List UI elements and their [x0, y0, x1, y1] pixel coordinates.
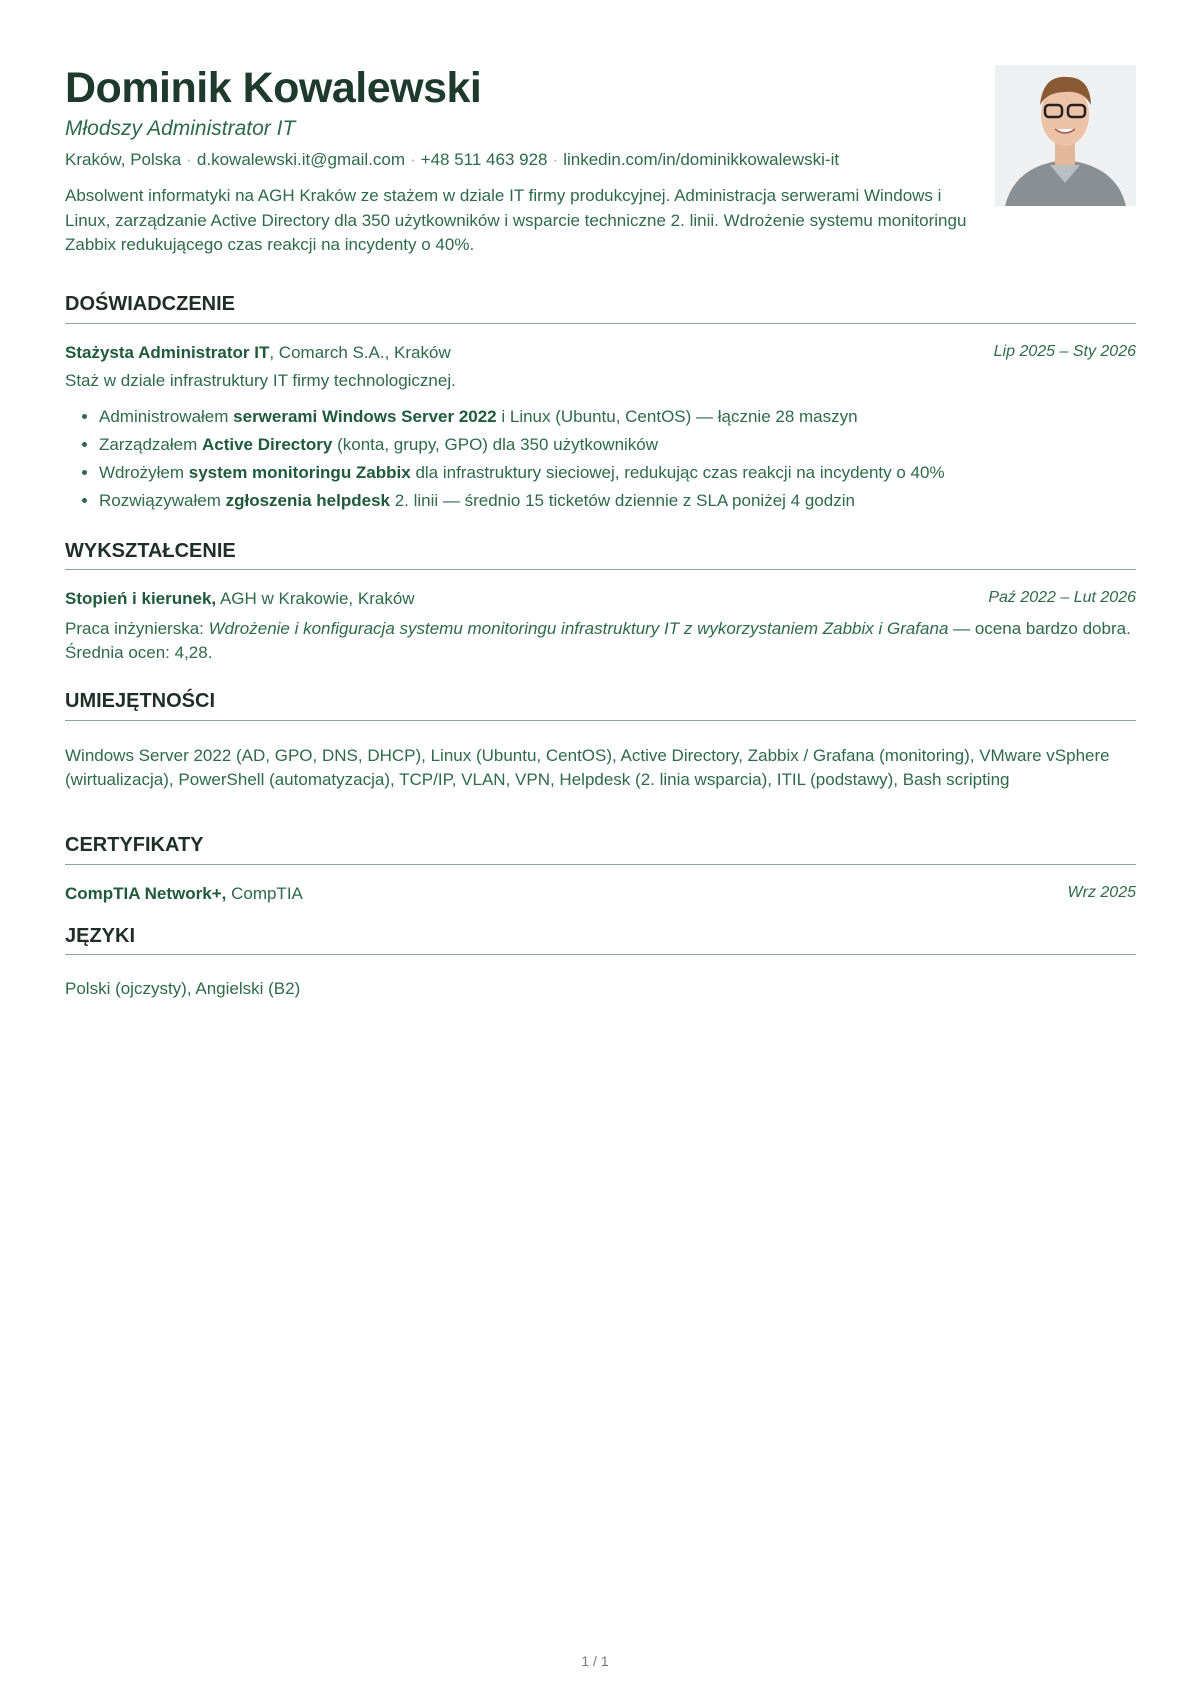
experience-description: Staż w dziale infrastruktury IT firmy technologicznej.	[65, 371, 456, 390]
separator: ·	[552, 150, 559, 169]
divider	[65, 323, 1136, 324]
school: AGH w Krakowie, Kraków	[216, 589, 415, 608]
contact-line	[65, 150, 1136, 170]
section-heading-education: WYKSZTAŁCENIE	[65, 540, 236, 562]
bullet-item: • Wdrożyłem system monitoringu Zabbix dla infrastruktury sieciowej, redukując czas reakcji na incydenty o 40%	[99, 459, 1136, 487]
bullet-item: • Zarządzałem Active Directory (konta, grupy, GPO) dla 350 użytkowników	[99, 431, 1136, 459]
separator: ·	[410, 150, 416, 169]
linkedin-link[interactable]: linkedin.com/in/dominikkowalewski-it	[563, 150, 840, 169]
certificate-issuer: CompTIA	[226, 884, 303, 903]
degree: Stopień i kierunek,	[65, 589, 217, 608]
summary: Absolwent informatyki na AGH Kraków ze stażem w dziale IT firmy produkcyjnej. Administracja serwerami Windows i Linux, zarządzanie Active Directory dla 350 użytkowników i wsparcie techniczne 2. linii. Wdrożenie systemu monitoringu Zabbix redukującego czas reakcji na incydenty o 40%.	[65, 186, 967, 254]
section-heading-certificates: CERTYFIKATY	[65, 834, 204, 856]
role: Stażysta Administrator IT	[65, 343, 270, 362]
candidate-name: Dominik Kowalewski	[65, 64, 482, 112]
education-dates: Paź 2022 – Lut 2026	[988, 589, 1136, 606]
phone: +48 511 463 928	[420, 150, 548, 169]
experience-dates: Lip 2025 – Sty 2026	[993, 343, 1136, 360]
education-thesis: Praca inżynierska: Wdrożenie i konfiguracja systemu monitoringu infrastruktury IT z wykorzystaniem Zabbix i Grafana — ocena bardzo dobra. Średnia ocen: 4,28.	[65, 619, 1131, 662]
divider	[65, 720, 1136, 721]
education-entry-header	[65, 589, 1136, 609]
certificate-date: Wrz 2025	[1067, 884, 1136, 901]
divider	[65, 954, 1136, 955]
skills-list: Windows Server 2022 (AD, GPO, DNS, DHCP), Linux (Ubuntu, CentOS), Active Directory, Zabbix / Grafana (monitoring), VMware vSphere (wirtualizacja), PowerShell (automatyzacja), TCP/IP, VLAN, VPN, Helpdesk (2. linia wsparcia), ITIL (podstawy), Bash scripting	[65, 746, 1110, 789]
bullet-item: • Rozwiązywałem zgłoszenia helpdesk 2. linii — średnio 15 ticketów dziennie z SLA poniżej 4 godzin	[99, 487, 1136, 515]
section-heading-experience: DOŚWIADCZENIE	[65, 293, 235, 315]
company: , Comarch S.A., Kraków	[269, 343, 451, 362]
experience-entry-header	[65, 343, 1136, 363]
certificate-name: CompTIA Network+,	[65, 884, 227, 903]
divider	[65, 569, 1136, 570]
certificate-entry	[65, 884, 1136, 904]
languages-list: Polski (ojczysty), Angielski (B2)	[65, 979, 301, 998]
divider	[65, 864, 1136, 865]
page-number: 1 / 1	[581, 1653, 609, 1669]
location: Kraków, Polska	[65, 150, 182, 169]
profile-photo	[995, 65, 1136, 206]
job-title: Młodszy Administrator IT	[65, 117, 296, 140]
email-link[interactable]: d.kowalewski.it@gmail.com	[196, 150, 405, 169]
experience-bullets	[65, 403, 1136, 515]
separator: ·	[186, 150, 192, 169]
bullet-item: • Administrowałem serwerami Windows Server 2022 i Linux (Ubuntu, CentOS) — łącznie 28 maszyn	[99, 403, 1136, 431]
section-heading-skills: UMIEJĘTNOŚCI	[65, 690, 216, 712]
section-heading-languages: JĘZYKI	[65, 925, 136, 947]
